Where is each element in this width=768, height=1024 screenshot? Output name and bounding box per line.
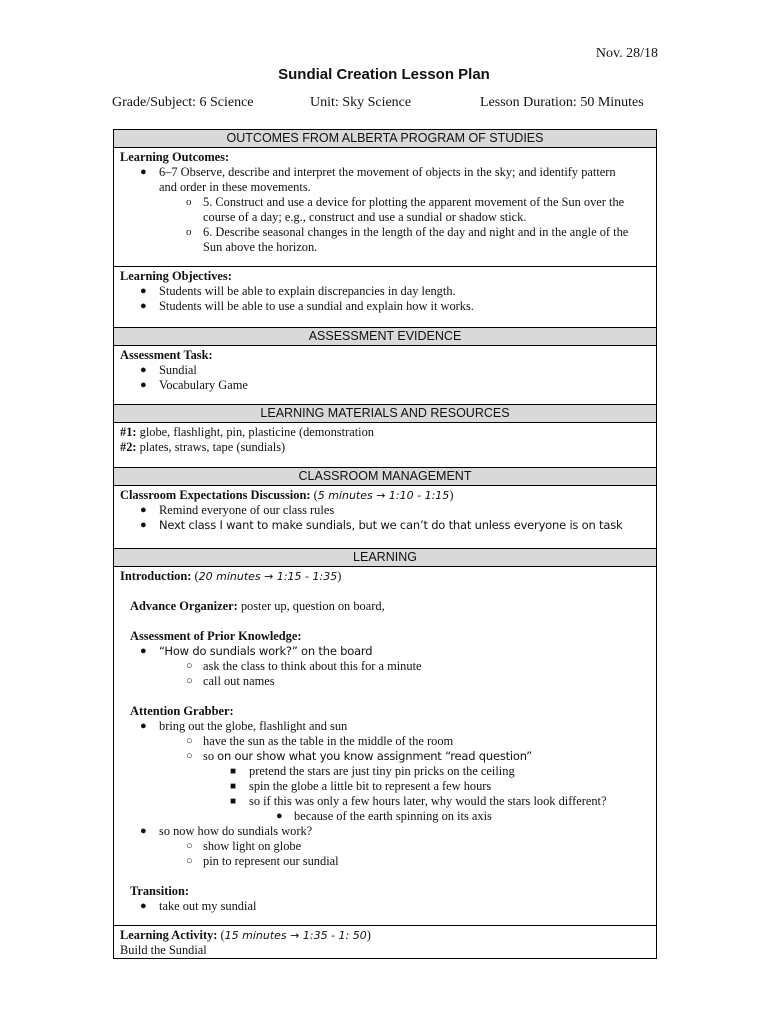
list-item: ● bring out the globe, flashlight and sun — [140, 719, 348, 733]
material-2-label: #2: — [120, 440, 137, 454]
material-2-text: plates, straws, tape (sundials) — [136, 440, 286, 454]
advance-organizer-text: poster up, question on board, — [237, 599, 385, 613]
list-item: ● “How do sundials work?” on the board — [140, 644, 373, 658]
material-1-text: globe, flashlight, pin, plasticine (demonstration — [136, 425, 374, 439]
learning-activity-label: Learning Activity: — [120, 928, 218, 942]
management-section: Classroom Expectations Discussion: (5 minutes → 1:10 - 1:15) ● Remind everyone of our class rules ● Next class I want to make sundials, but we can’t do that unless everyone is on task — [114, 486, 656, 549]
bullet-icon: ○ — [186, 855, 193, 867]
material-1-label: #1: — [120, 425, 137, 439]
list-item: ● Next class I want to make sundials, but we can’t do that unless everyone is on task — [140, 518, 623, 532]
list-item: o 6. Describe seasonal changes in the length of the day and night and in the angle of the Sun above the horizon. — [186, 225, 629, 254]
bullet-icon: ● — [140, 285, 147, 297]
learning-activity-text: Build the Sundial — [120, 943, 207, 957]
bullet-icon: ● — [140, 825, 147, 837]
bullet-icon: o — [186, 196, 192, 208]
bullet-icon: ● — [140, 720, 147, 732]
list-item: ● so now how do sundials work? — [140, 824, 313, 838]
list-item: ■ pretend the stars are just tiny pin pricks on the ceiling — [230, 764, 515, 778]
learning-section: Introduction: (20 minutes → 1:15 - 1:35) Advance Organizer: poster up, question on board, Assessment of Prior Knowledge: ● “How do sundials work?” on the board ○ ask the class to think about this for a minute ○ call out names Attention Grabber: ● bring out the globe, flashlight and sun ○ have the sun as the table in the middle of the room ○ so on our show what you know assignment “read question” ■ pretend the stars are just tiny pin pricks on the ceiling ■ spin the globe a little bit to represent a few hours ■ so if this was only a few hours later, why would the stars look different? ● because of the earth spinning on its axis ● so now how do sundials work? ○ show light on globe ○ pin to represent our sundial Transition: ● take out my sundial — [114, 567, 656, 926]
bullet-icon: ■ — [230, 781, 237, 792]
expectations-time: 5 minutes → 1:10 - 1:15 — [317, 489, 450, 502]
transition-label: Transition: — [130, 884, 189, 898]
list-item: ○ ask the class to think about this for a minute — [186, 659, 422, 673]
bullet-icon: ● — [140, 364, 147, 376]
learning-header: LEARNING — [114, 549, 656, 567]
list-item: ○ call out names — [186, 674, 275, 688]
list-item: ■ so if this was only a few hours later, why would the stars look different? — [230, 794, 607, 808]
page-title: Sundial Creation Lesson Plan — [278, 66, 490, 83]
bullet-icon: ■ — [230, 796, 237, 807]
materials-section — [114, 423, 656, 468]
list-item: ○ so on our show what you know assignment “read question” — [186, 749, 532, 763]
assessment-section — [114, 346, 656, 405]
bullet-icon: ○ — [186, 735, 193, 747]
lesson-plan-table — [113, 129, 657, 959]
management-header: CLASSROOM MANAGEMENT — [114, 468, 656, 486]
prior-knowledge-label: Assessment of Prior Knowledge: — [130, 629, 302, 643]
list-item: ■ spin the globe a little bit to represent a few hours — [230, 779, 492, 793]
date-label: Nov. 28/18 — [595, 46, 658, 61]
bullet-icon: ○ — [186, 660, 193, 672]
learning-outcomes-section — [114, 148, 656, 267]
learning-activity-section: Learning Activity: (15 minutes → 1:35 - 1: 50) Build the Sundial — [114, 926, 656, 958]
list-item: ● Vocabulary Game — [140, 378, 248, 392]
assessment-task-label: Assessment Task: — [120, 348, 213, 362]
bullet-icon: ● — [276, 810, 283, 822]
learning-objectives-label: Learning Objectives: — [120, 269, 232, 283]
learning-objectives-section — [114, 267, 656, 328]
list-item: ● take out my sundial — [140, 899, 257, 913]
learning-activity-time: 15 minutes → 1:35 - 1: 50 — [224, 929, 367, 942]
list-item: ○ have the sun as the table in the middle of the room — [186, 734, 454, 748]
bullet-icon: ○ — [186, 840, 193, 852]
attention-grabber-label: Attention Grabber: — [130, 704, 234, 718]
bullet-icon: ● — [140, 379, 147, 391]
list-item: ● because of the earth spinning on its axis — [276, 809, 492, 823]
list-item: ● Students will be able to use a sundial and explain how it works. — [140, 299, 474, 313]
introduction-time: 20 minutes → 1:15 - 1:35 — [198, 570, 338, 583]
bullet-icon: ● — [140, 166, 147, 178]
bullet-icon: ○ — [186, 750, 193, 762]
advance-organizer-label: Advance Organizer: — [130, 599, 238, 613]
list-item: ● Remind everyone of our class rules — [140, 503, 335, 517]
bullet-icon: ○ — [186, 675, 193, 687]
bullet-icon: ● — [140, 300, 147, 312]
lesson-duration: Lesson Duration: 50 Minutes — [480, 95, 644, 110]
bullet-icon: ■ — [230, 766, 237, 777]
materials-header: LEARNING MATERIALS AND RESOURCES — [114, 405, 656, 423]
list-item: ● Sundial — [140, 363, 197, 377]
bullet-icon: ● — [140, 519, 147, 531]
introduction-label: Introduction: — [120, 569, 192, 583]
learning-outcomes-label: Learning Outcomes: — [120, 150, 230, 164]
assessment-header: ASSESSMENT EVIDENCE — [114, 328, 656, 346]
list-item: ● Students will be able to explain discrepancies in day length. — [140, 284, 456, 298]
bullet-icon: o — [186, 226, 192, 238]
bullet-icon: ● — [140, 645, 147, 657]
outcomes-header: OUTCOMES FROM ALBERTA PROGRAM OF STUDIES — [114, 130, 656, 148]
list-item: o 5. Construct and use a device for plotting the apparent movement of the Sun over the course of a day; e.g., construct and use a sundial or shadow stick. — [186, 195, 625, 224]
grade-subject: Grade/Subject: 6 Science — [112, 95, 254, 110]
unit-label: Unit: Sky Science — [310, 95, 412, 110]
bullet-icon: ● — [140, 504, 147, 516]
expectations-label: Classroom Expectations Discussion: — [120, 488, 311, 502]
list-item: ○ pin to represent our sundial — [186, 854, 339, 868]
list-item: ○ show light on globe — [186, 839, 302, 853]
bullet-icon: ● — [140, 900, 147, 912]
list-item: ● 6–7 Observe, describe and interpret the movement of objects in the sky; and identify pattern and order in these movements. — [140, 165, 616, 194]
